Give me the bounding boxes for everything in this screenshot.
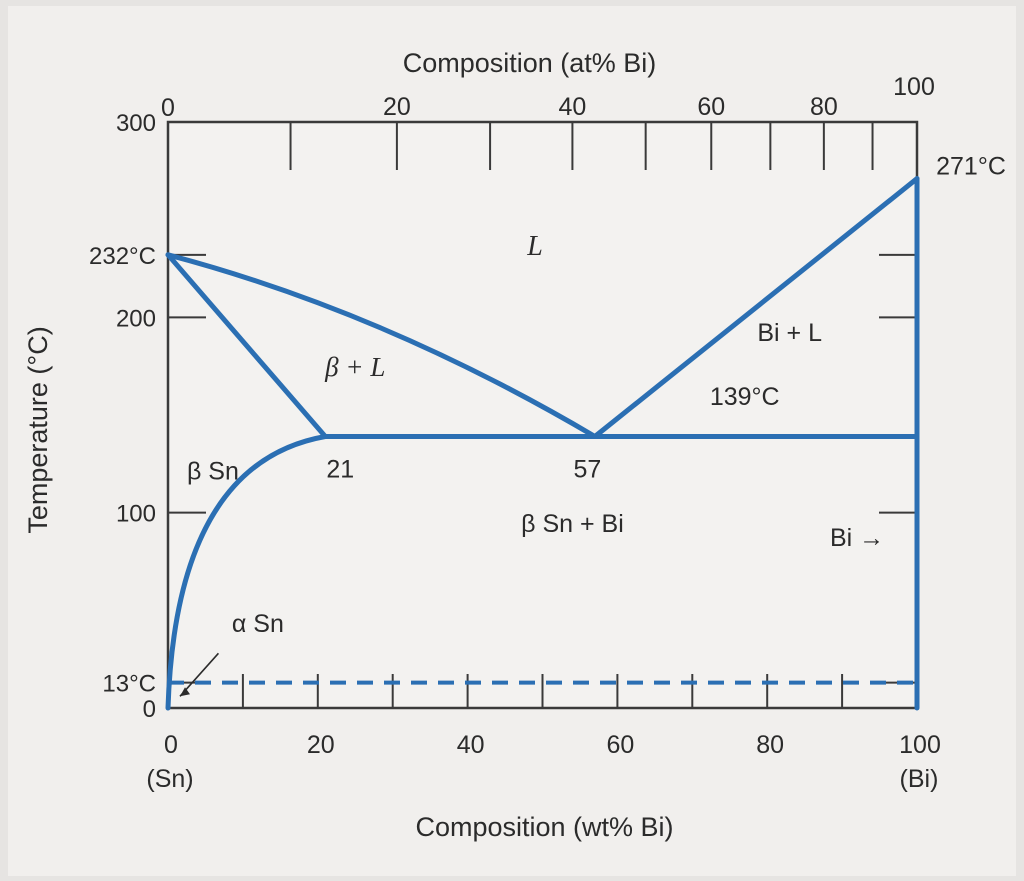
- x2-tick-label: 60: [697, 93, 726, 121]
- annotation-9: α Sn: [231, 609, 284, 638]
- x-tick-label: 60: [606, 731, 635, 759]
- x2-tick-label: 100: [893, 73, 935, 101]
- x-tick-label: 0: [164, 731, 178, 759]
- x2-tick-label: 20: [382, 93, 411, 121]
- annotation-4: 21: [326, 455, 355, 484]
- y-tick-label: 200: [115, 305, 156, 333]
- x-axis-title: Composition (wt% Bi): [415, 812, 674, 842]
- x-tick-label: 20: [306, 731, 335, 759]
- x2-tick-label: 0: [161, 94, 175, 122]
- annotation-8: Bi →: [829, 523, 885, 552]
- y-tick-label: 300: [115, 110, 156, 137]
- y-tick-label: 100: [115, 500, 156, 528]
- annotation-2: Bi + L: [757, 318, 822, 347]
- annotation-5: 57: [573, 455, 602, 484]
- x2-axis-title: Composition (at% Bi): [402, 48, 657, 78]
- x2-tick-label: 40: [558, 93, 587, 121]
- x-tick-label: 80: [756, 731, 785, 759]
- annotation-6: β Sn: [186, 457, 239, 486]
- x-end-label-left: (Sn): [146, 765, 194, 793]
- annotation-7: β Sn + Bi: [521, 510, 624, 539]
- x-tick-label: 40: [456, 731, 485, 759]
- annotation-10: 271°C: [936, 152, 1006, 181]
- y-axis-title: Temperature (°C): [23, 326, 53, 534]
- annotation-0: L: [527, 230, 543, 262]
- y-tick-label: 13°C: [102, 670, 156, 698]
- y-tick-label: 232°C: [89, 242, 156, 270]
- y-tick-label: 0: [142, 696, 156, 723]
- x-tick-label: 100: [899, 731, 941, 759]
- annotation-3: 139°C: [709, 383, 780, 412]
- x-end-label-right: (Bi): [899, 765, 939, 793]
- x2-tick-label: 80: [809, 93, 838, 121]
- annotation-1: β + L: [325, 351, 386, 382]
